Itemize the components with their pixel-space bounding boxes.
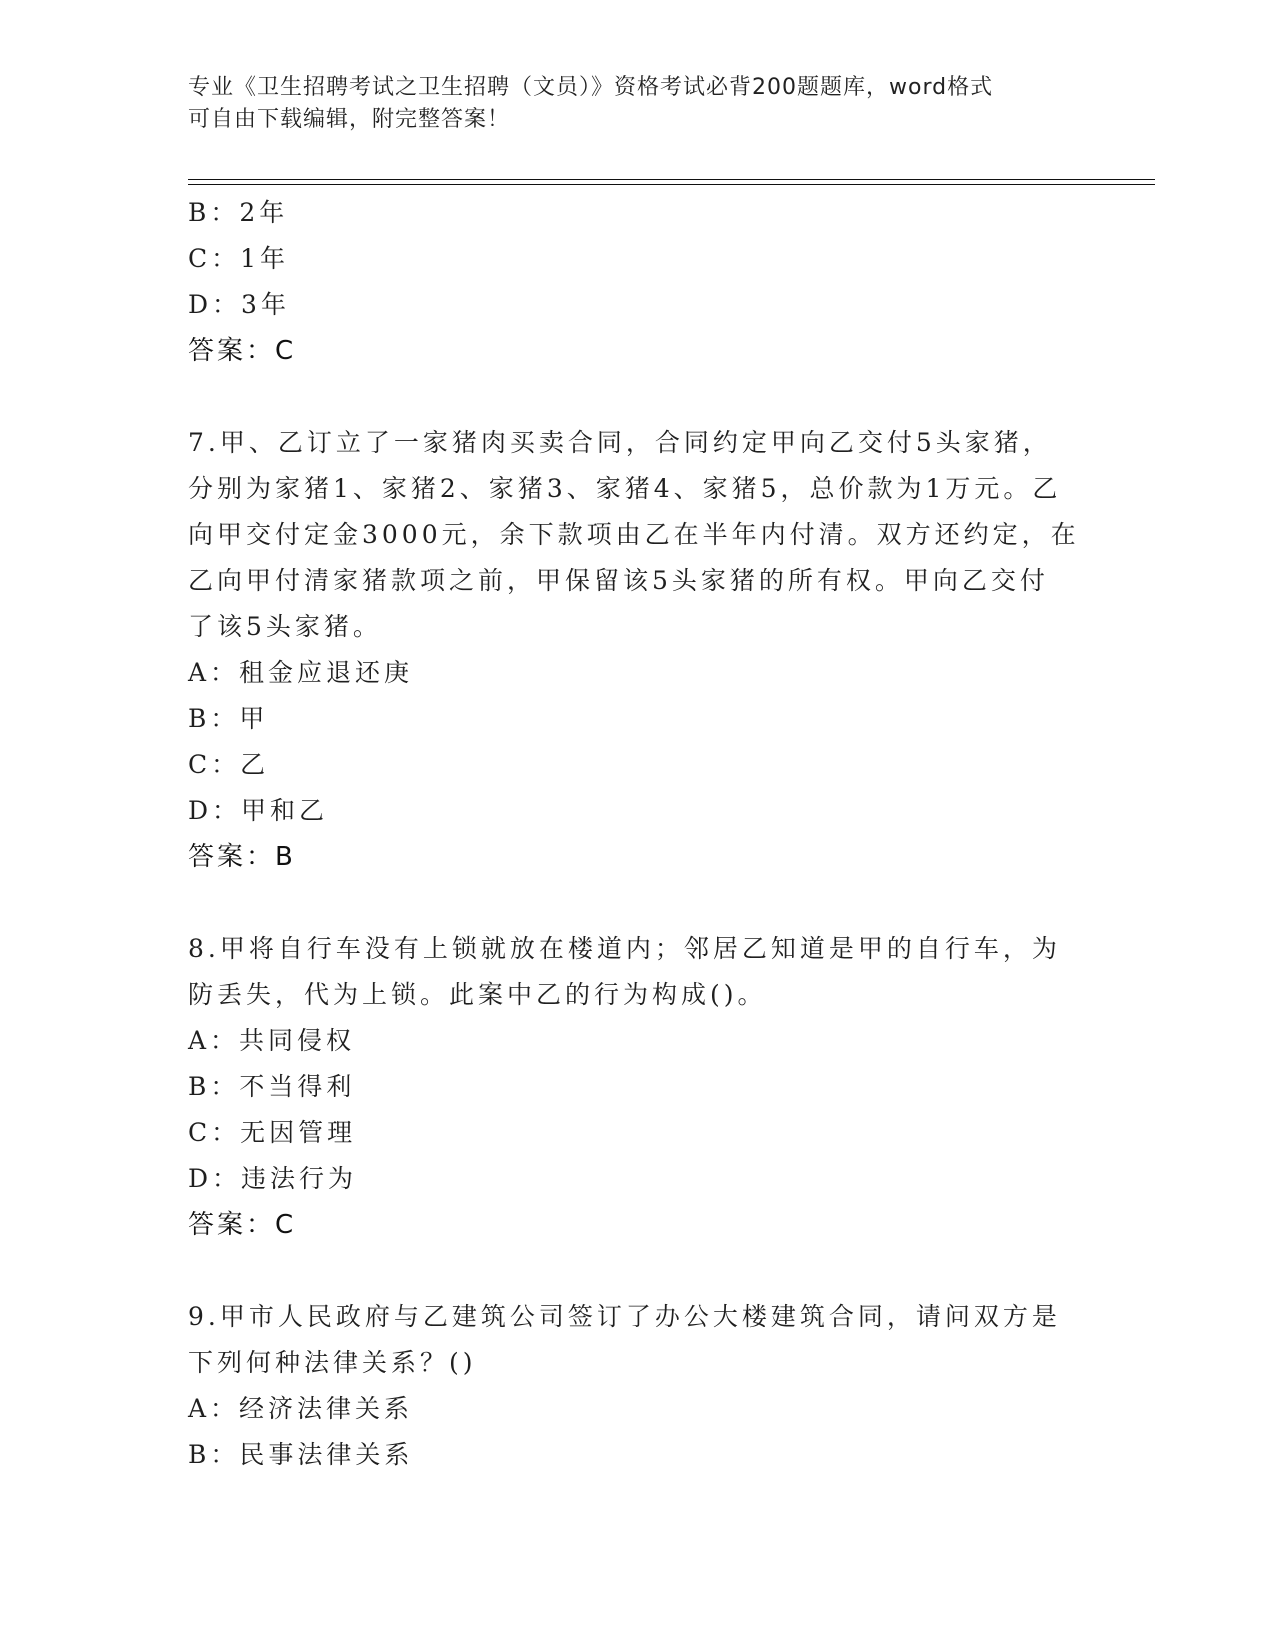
question-stem-line: 9.甲市人民政府与乙建筑公司签订了办公大楼建筑合同，请问双方是 <box>188 1302 1061 1331</box>
question-7 <box>188 420 1088 880</box>
header-title-line-1: 专业《卫生招聘考试之卫生招聘（文员）》资格考试必背200题题库，word格式 <box>188 75 994 100</box>
question-stem-line: 8.甲将自行车没有上锁就放在楼道内；邻居乙知道是甲的自行车，为 <box>188 934 1061 963</box>
question-stem-line: 分别为家猪1、家猪2、家猪3、家猪4、家猪5，总价款为1万元。乙 <box>188 474 1062 503</box>
header-divider-top <box>188 179 1155 180</box>
option-b: B：甲 <box>188 704 269 733</box>
document-body <box>188 190 1088 1478</box>
question-stem-line: 7.甲、乙订立了一家猪肉买卖合同，合同约定甲向乙交付5头家猪， <box>188 428 1052 457</box>
option-c: C：1年 <box>188 244 290 273</box>
question-6-tail <box>188 190 1088 374</box>
option-d: D：甲和乙 <box>188 796 329 825</box>
question-8 <box>188 926 1088 1248</box>
option-a: A：经济法律关系 <box>188 1394 414 1423</box>
spacer <box>188 374 1088 420</box>
question-stem-line: 乙向甲付清家猪款项之前，甲保留该5头家猪的所有权。甲向乙交付 <box>188 566 1049 595</box>
option-c: C：无因管理 <box>188 1118 357 1147</box>
question-stem-line: 向甲交付定金3000元，余下款项由乙在半年内付清。双方还约定，在 <box>188 520 1080 549</box>
option-a: A：共同侵权 <box>188 1026 356 1055</box>
option-a: A：租金应退还庚 <box>188 658 414 687</box>
spacer <box>188 880 1088 926</box>
option-b: B：民事法律关系 <box>188 1440 414 1469</box>
option-b: B：2年 <box>188 198 289 227</box>
answer-line: 答案：C <box>188 336 297 366</box>
document-header <box>188 72 1088 136</box>
spacer <box>188 1248 1088 1294</box>
option-b: B：不当得利 <box>188 1072 356 1101</box>
question-stem-line: 防丢失，代为上锁。此案中乙的行为构成()。 <box>188 980 767 1009</box>
header-divider-bottom <box>188 184 1155 185</box>
question-9 <box>188 1294 1088 1478</box>
option-d: D：3年 <box>188 290 290 319</box>
option-c: C：乙 <box>188 750 270 779</box>
answer-line: 答案：C <box>188 1210 297 1240</box>
header-title-line-2: 可自由下载编辑，附完整答案！ <box>188 107 511 132</box>
question-stem-line: 下列何种法律关系？() <box>188 1348 477 1377</box>
option-d: D：违法行为 <box>188 1164 358 1193</box>
question-stem-line: 了该5头家猪。 <box>188 612 382 641</box>
answer-line: 答案：B <box>188 842 296 872</box>
